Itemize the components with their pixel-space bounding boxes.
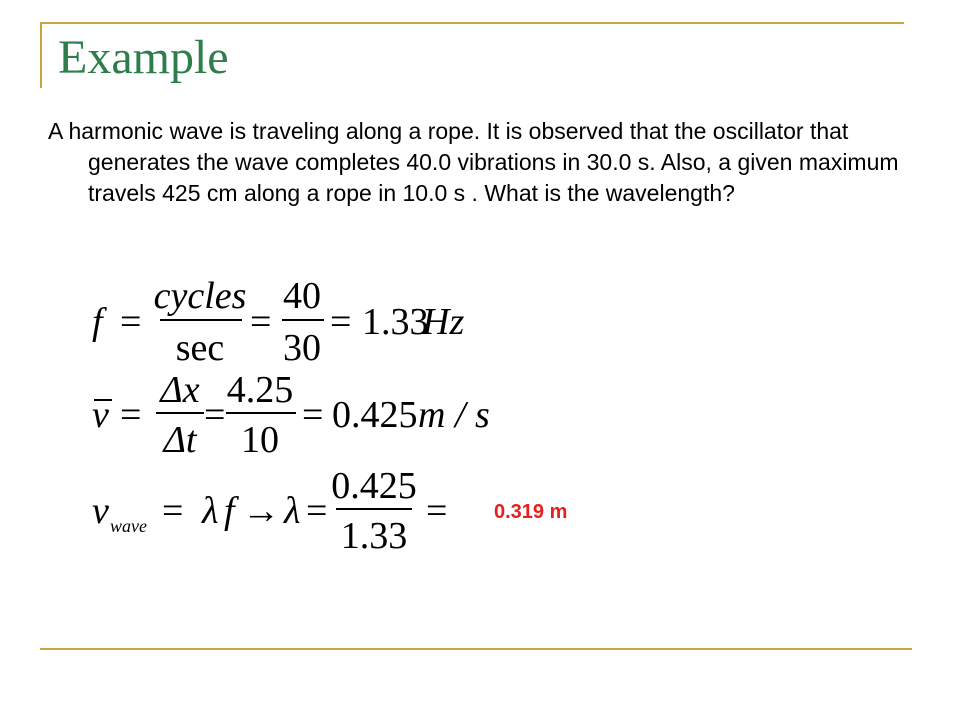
freq-lhs: f (92, 301, 103, 343)
wavelength-answer: 0.319 m (494, 501, 568, 523)
freq-frac2-den: 30 (283, 327, 321, 369)
left-rule (40, 22, 42, 88)
wavelength-lambda-1: λ (202, 490, 219, 532)
top-rule (40, 22, 904, 24)
wavelength-equals-2: = (306, 490, 328, 532)
freq-result: 1.33 (362, 301, 429, 343)
wavelength-equation-svg (92, 465, 472, 558)
wavelength-equals-3: = (426, 490, 448, 532)
slide-title: Example (58, 31, 229, 84)
freq-frac1-num: cycles (153, 275, 247, 317)
frequency-equation (92, 275, 472, 378)
velocity-frac1-den: Δt (163, 419, 197, 461)
velocity-equals-2: = (204, 394, 226, 436)
velocity-frac1-num: Δx (160, 369, 200, 411)
wavelength-arrow: → (242, 490, 280, 532)
wavelength-lambda-2: λ (284, 490, 301, 532)
velocity-frac2-num: 4.25 (226, 369, 294, 411)
wavelength-lhs-subscript: wave (110, 516, 147, 536)
velocity-equation (92, 369, 492, 472)
velocity-equation-svg (92, 369, 492, 462)
wavelength-frac-num: 0.425 (331, 465, 417, 507)
wavelength-equation (92, 465, 472, 568)
frequency-equation-svg (92, 275, 472, 369)
problem-text: A harmonic wave is traveling along a rope. It is observed that the oscillator that generates the wave completes 40.0 vibrations in 30.0 s. Also, a given maximum travels 425 cm along a rope in 10.0 s . What is the wavelength? (48, 118, 899, 206)
wavelength-lhs: v (92, 490, 109, 532)
velocity-unit: m / s (418, 394, 490, 436)
freq-frac2-num: 40 (283, 275, 321, 317)
freq-equals-2: = (250, 301, 272, 343)
velocity-result: 0.425 (332, 394, 418, 436)
freq-equals-3: = (330, 301, 352, 343)
velocity-equals-1: = (120, 394, 142, 436)
wavelength-f: f (224, 490, 235, 532)
problem-statement (48, 116, 908, 209)
freq-unit: Hz (422, 301, 465, 343)
velocity-frac2-den: 10 (241, 419, 279, 461)
velocity-lhs: v (92, 394, 109, 436)
wavelength-frac-den: 1.33 (340, 515, 408, 557)
wavelength-equals-1: = (162, 490, 184, 532)
freq-equals-1: = (120, 301, 142, 343)
velocity-equals-3: = (302, 394, 324, 436)
bottom-rule (40, 648, 912, 650)
freq-frac1-den: sec (175, 327, 225, 369)
